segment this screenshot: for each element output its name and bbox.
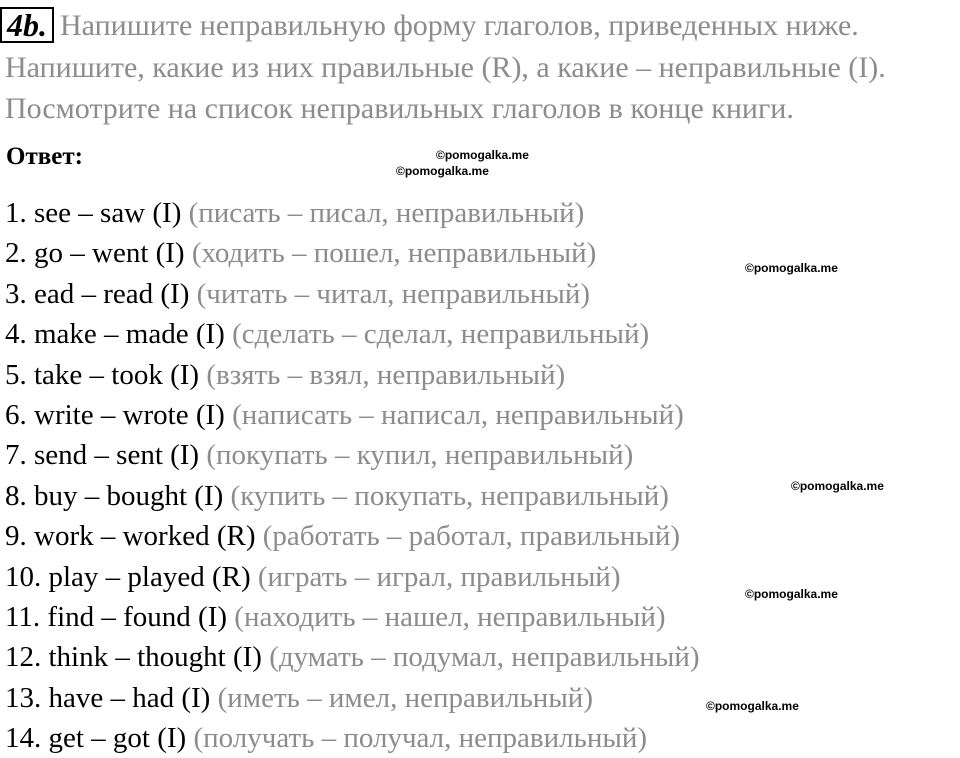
answer-item [5, 233, 700, 273]
answer-verb-forms: 9. work – worked (R) [5, 520, 256, 553]
answer-translation: (играть – играл, правильный) [257, 560, 621, 593]
answer-verb-forms: 10. play – played (R) [5, 560, 251, 593]
answer-item [5, 435, 700, 475]
answer-item [5, 678, 700, 718]
task-instruction-line-2: Напишите, какие из них правильные (R), а какие – неправильные (I). [5, 51, 886, 84]
answer-translation: (находить – нашел, неправильный) [234, 600, 666, 633]
answer-item [5, 355, 700, 395]
watermark: ©pomogalka.me [396, 164, 489, 178]
answer-item [5, 557, 700, 597]
task-instruction-line-1 [0, 6, 859, 43]
task-number-badge: 4b. [0, 7, 54, 43]
answer-verb-forms: 6. write – wrote (I) [5, 398, 225, 431]
answer-verb-forms: 13. have – had (I) [5, 681, 211, 714]
answer-translation: (получать – получал, неправильный) [193, 722, 648, 755]
watermark: ©pomogalka.me [745, 587, 838, 601]
answer-item [5, 314, 700, 354]
answer-translation: (написать – написал, неправильный) [232, 398, 684, 431]
answer-item [5, 597, 700, 637]
watermark: ©pomogalka.me [745, 261, 838, 275]
answer-list [5, 193, 700, 758]
answer-verb-forms: 11. find – found (I) [5, 600, 228, 633]
watermark: ©pomogalka.me [706, 699, 799, 713]
answer-item [5, 193, 700, 233]
answer-translation: (писать – писал, неправильный) [188, 197, 585, 229]
watermark: ©pomogalka.me [436, 148, 529, 162]
answer-item [5, 718, 700, 758]
answer-translation: (сделать – сделал, неправильный) [232, 318, 650, 351]
answer-item [5, 637, 700, 677]
answer-verb-forms: 14. get – got (I) [5, 722, 187, 755]
answer-translation: (взять – взял, неправильный) [206, 358, 566, 391]
watermark: ©pomogalka.me [791, 479, 884, 493]
answer-verb-forms: 12. think – thought (I) [5, 641, 262, 674]
answer-item [5, 274, 700, 314]
answer-verb-forms: 1. see – saw (I) [5, 197, 182, 229]
answer-verb-forms: 5. take – took (I) [5, 358, 200, 391]
answer-translation: (иметь – имел, неправильный) [217, 681, 593, 714]
answer-translation: (читать – читал, неправильный) [196, 277, 591, 310]
task-instruction-text-1: Напишите неправильную форму глаголов, приведенных ниже. [60, 9, 859, 42]
answer-translation: (думать – подумал, неправильный) [269, 641, 700, 674]
answer-verb-forms: 3. ead – read (I) [5, 277, 190, 310]
answer-translation: (ходить – пошел, неправильный) [191, 237, 597, 270]
answer-item [5, 516, 700, 556]
answer-translation: (купить – покупать, неправильный) [230, 479, 669, 512]
answer-translation: (работать – работал, правильный) [262, 520, 681, 553]
answer-label: Ответ: [6, 143, 83, 170]
answer-verb-forms: 8. buy – bought (I) [5, 479, 224, 512]
answer-verb-forms: 2. go – went (I) [5, 237, 185, 270]
answer-item [5, 476, 700, 516]
answer-item [5, 395, 700, 435]
answer-translation: (покупать – купил, неправильный) [206, 439, 634, 472]
task-instruction-line-3: Посмотрите на список неправильных глаголов в конце книги. [5, 92, 794, 125]
answer-verb-forms: 7. send – sent (I) [5, 439, 200, 472]
answer-verb-forms: 4. make – made (I) [5, 318, 225, 351]
